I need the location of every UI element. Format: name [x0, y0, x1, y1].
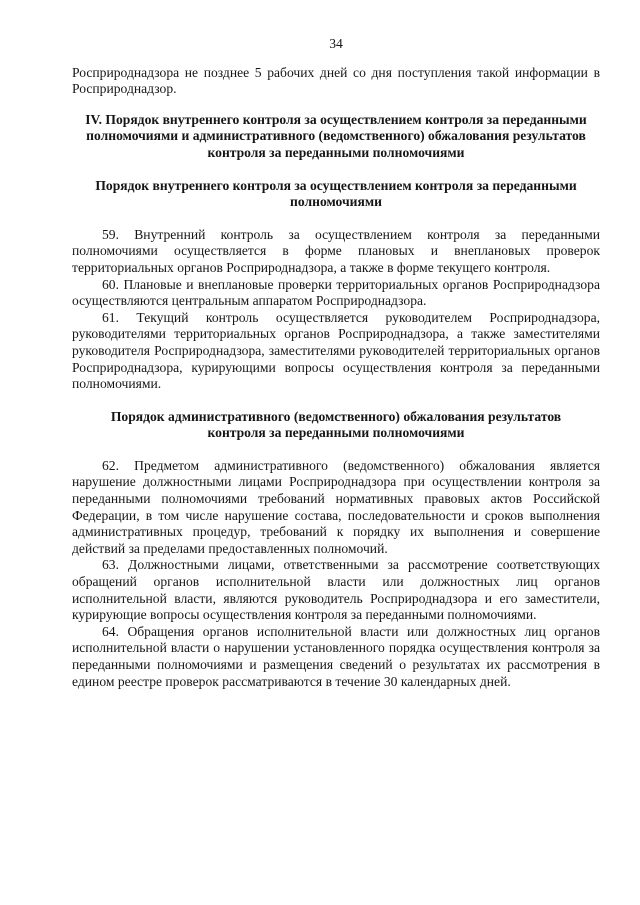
section-title: IV. Порядок внутреннего контроля за осуществлением контроля за переданными полномочиями и административного (ведомственного) обжалования результатов контроля за переданными полномочиями [85, 111, 587, 160]
subsection-title-appeal: Порядок административного (ведомственного) обжалования результатов контроля за переданными полномочиями [110, 408, 562, 441]
paragraph-60: 60. Плановые и внеплановые проверки территориальных органов Росприроднадзора осуществляются центральным аппаратом Росприроднадзора. [72, 276, 600, 309]
paragraph-64: 64. Обращения органов исполнительной власти или должностных лиц органов исполнительной власти о нарушении установленного порядка осуществления контроля за переданными полномочиями и размещения сведений о результатах их рассмотрения в едином реестре проверок рассматриваются в течение 30 календарных дней. [72, 623, 600, 689]
paragraph-63: 63. Должностными лицами, ответственными за рассмотрение соответствующих обращений органов исполнительной власти или должностных лиц органов исполнительной власти, являются руководитель Росприроднадзора и его заместители, курирующие вопросы осуществления контроля за переданными полномочиями. [72, 557, 600, 623]
subsection-title-internal-control: Порядок внутреннего контроля за осуществлением контроля за переданными полномочиями [95, 177, 577, 210]
paragraph-59: 59. Внутренний контроль за осуществлением контроля за переданными полномочиями осуществляется в форме плановых и внеплановых проверок территориальных органов Росприроднадзора, а также в форме текущего контроля. [72, 226, 600, 275]
intro-paragraph: Росприроднадзора не позднее 5 рабочих дней со дня поступления такой информации в Росприроднадзор. [72, 64, 600, 97]
page-number: 34 [329, 36, 343, 51]
paragraph-62: 62. Предметом административного (ведомственного) обжалования является нарушение должностными лицами Росприроднадзора при осуществлении контроля за переданными полномочиями требований нормативных правовых актов Российской Федерации, в том числе нарушение состава, последовательности и сроков выполнения административных процедур, требований к порядку их выполнения и совершение действий за пределами предоставленных полномочий. [72, 457, 600, 556]
spacer [72, 442, 600, 458]
spacer [72, 211, 600, 227]
paragraph-61: 61. Текущий контроль осуществляется руководителем Росприроднадзора, руководителями территориальных органов Росприроднадзора, а также заместителями руководителя Росприроднадзора, заместителями руководителей территориальных органов Росприроднадзора, курирующими вопросы осуществления контроля за переданными полномочиями. [72, 309, 600, 392]
